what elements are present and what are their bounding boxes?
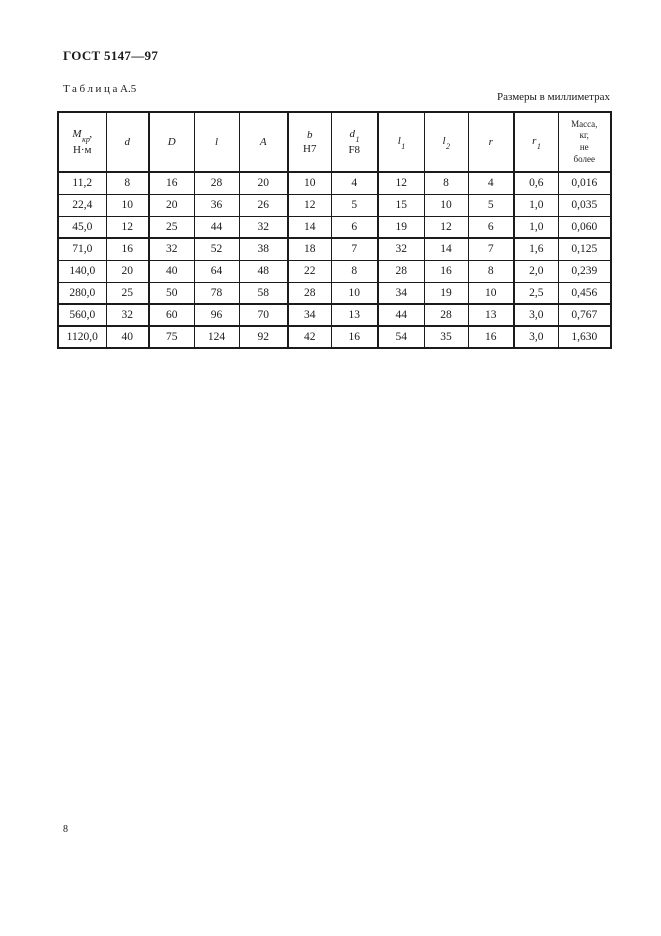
- table-cell: 32: [239, 216, 288, 238]
- table-cell: 52: [194, 238, 239, 260]
- col-header-r1: [514, 112, 558, 172]
- table-cell: 2,0: [514, 260, 558, 282]
- table-cell: 8: [468, 260, 514, 282]
- table-cell: 54: [378, 326, 424, 348]
- col-header-mass: [558, 112, 611, 172]
- table-cell: 10: [331, 282, 378, 304]
- mass-line: кг,: [579, 130, 589, 141]
- table-cell: 32: [149, 238, 194, 260]
- table-cell: 48: [239, 260, 288, 282]
- subscript: 1: [536, 142, 541, 152]
- table-cell: 12: [424, 216, 468, 238]
- table-cell: 280,0: [58, 282, 106, 304]
- table-row: [58, 238, 611, 260]
- table-cell: 19: [378, 216, 424, 238]
- table-cell: 16: [106, 238, 149, 260]
- mass-line: более: [573, 153, 595, 164]
- table-cell: 26: [239, 194, 288, 216]
- table-cell: 124: [194, 326, 239, 348]
- mass-line: не: [579, 142, 589, 152]
- table-cell: 92: [239, 326, 288, 348]
- table-cell: 8: [331, 260, 378, 282]
- subscript: 1: [401, 142, 406, 152]
- table-cell: 0,239: [558, 260, 611, 282]
- table-cell: 25: [149, 216, 194, 238]
- mass-line: Масса,: [571, 118, 598, 129]
- table-cell: 12: [106, 216, 149, 238]
- table-cell: 50: [149, 282, 194, 304]
- table-cell: 42: [288, 326, 331, 348]
- symbol: d: [349, 127, 355, 140]
- table-cell: 1120,0: [58, 326, 106, 348]
- comma: ,: [89, 127, 93, 140]
- table-cell: 10: [288, 172, 331, 194]
- table-row: [58, 304, 611, 326]
- table-cell: 0,456: [558, 282, 611, 304]
- table-cell: 20: [149, 194, 194, 216]
- symbol: D: [167, 136, 176, 148]
- table-cell: 19: [424, 282, 468, 304]
- table-cell: 10: [424, 194, 468, 216]
- table-cell: 13: [468, 304, 514, 326]
- col-header-r: [468, 112, 514, 172]
- table-cell: 5: [468, 194, 514, 216]
- table-cell: 32: [378, 238, 424, 260]
- table-cell: 32: [106, 304, 149, 326]
- table-cell: 15: [378, 194, 424, 216]
- doc-number: ГОСТ 5147—97: [63, 48, 159, 63]
- table-cell: 0,6: [514, 172, 558, 194]
- table-cell: 20: [239, 172, 288, 194]
- symbol: l: [214, 136, 219, 148]
- table-body: [58, 172, 611, 348]
- table-cell: 5: [331, 194, 378, 216]
- table-cell: 10: [468, 282, 514, 304]
- symbol: d: [124, 136, 130, 148]
- col-header-b: [288, 112, 331, 172]
- table-cell: 140,0: [58, 260, 106, 282]
- table-row: [58, 216, 611, 238]
- table-cell: 12: [288, 194, 331, 216]
- table-cell: 1,0: [514, 194, 558, 216]
- table-cell: 0,060: [558, 216, 611, 238]
- table-cell: 1,630: [558, 326, 611, 348]
- tolerance: H7: [303, 143, 317, 155]
- symbol: l: [442, 134, 446, 147]
- col-header-d: [106, 112, 149, 172]
- symbol: r: [532, 134, 537, 147]
- subscript: 1: [355, 135, 360, 145]
- table-cell: 22,4: [58, 194, 106, 216]
- header-row: [58, 112, 611, 172]
- table-cell: 7: [468, 238, 514, 260]
- table-cell: 0,035: [558, 194, 611, 216]
- table-cell: 75: [149, 326, 194, 348]
- table-cell: 96: [194, 304, 239, 326]
- dimensions-table: [57, 111, 612, 349]
- table-cell: 1,6: [514, 238, 558, 260]
- table-cell: 14: [288, 216, 331, 238]
- table-row: [58, 282, 611, 304]
- table-cell: 45,0: [58, 216, 106, 238]
- table-cell: 8: [106, 172, 149, 194]
- table-cell: 0,125: [558, 238, 611, 260]
- table-cell: 7: [331, 238, 378, 260]
- table-cell: 14: [424, 238, 468, 260]
- table-cell: 28: [378, 260, 424, 282]
- col-header-A: [239, 112, 288, 172]
- unit: Н·м: [72, 144, 92, 157]
- table-cell: 11,2: [58, 172, 106, 194]
- table-cell: 3,0: [514, 326, 558, 348]
- dimensions-table-wrapper: [57, 111, 612, 349]
- col-header-mkr: [58, 112, 106, 172]
- table-cell: 34: [378, 282, 424, 304]
- symbol: r: [488, 136, 493, 148]
- table-cell: 16: [331, 326, 378, 348]
- col-header-l2: [424, 112, 468, 172]
- table-cell: 34: [288, 304, 331, 326]
- table-label-number: А.5: [120, 83, 137, 95]
- col-header-l1: [378, 112, 424, 172]
- table-row: [58, 172, 611, 194]
- table-cell: 13: [331, 304, 378, 326]
- table-cell: 20: [106, 260, 149, 282]
- table-row: [58, 260, 611, 282]
- table-cell: 16: [424, 260, 468, 282]
- table-cell: 16: [468, 326, 514, 348]
- table-cell: 4: [468, 172, 514, 194]
- table-cell: 36: [194, 194, 239, 216]
- table-row: [58, 326, 611, 348]
- table-cell: 40: [149, 260, 194, 282]
- table-cell: 64: [194, 260, 239, 282]
- table-label-word: Таблица: [63, 83, 120, 95]
- table-cell: 12: [378, 172, 424, 194]
- tolerance: F8: [348, 144, 361, 157]
- table-cell: 71,0: [58, 238, 106, 260]
- table-cell: 1,0: [514, 216, 558, 238]
- table-cell: 38: [239, 238, 288, 260]
- table-cell: 28: [288, 282, 331, 304]
- table-cell: 2,5: [514, 282, 558, 304]
- page-number: 8: [63, 824, 68, 835]
- table-cell: 10: [106, 194, 149, 216]
- symbol: A: [259, 136, 267, 148]
- col-header-d1: [331, 112, 378, 172]
- table-cell: 22: [288, 260, 331, 282]
- symbol: l: [397, 134, 401, 147]
- units-note: Размеры в миллиметрах: [497, 91, 610, 103]
- table-cell: 6: [331, 216, 378, 238]
- table-cell: 16: [149, 172, 194, 194]
- subscript: 2: [446, 142, 451, 152]
- table-cell: 44: [194, 216, 239, 238]
- table-cell: 4: [331, 172, 378, 194]
- table-header: [58, 112, 611, 172]
- table-cell: 35: [424, 326, 468, 348]
- table-cell: 28: [194, 172, 239, 194]
- symbol: М: [72, 127, 82, 140]
- table-cell: 28: [424, 304, 468, 326]
- table-cell: 560,0: [58, 304, 106, 326]
- table-cell: 18: [288, 238, 331, 260]
- table-cell: 0,767: [558, 304, 611, 326]
- table-cell: 58: [239, 282, 288, 304]
- table-cell: 70: [239, 304, 288, 326]
- table-cell: 40: [106, 326, 149, 348]
- table-cell: 25: [106, 282, 149, 304]
- table-cell: 3,0: [514, 304, 558, 326]
- subscript: кр: [82, 135, 90, 145]
- table-cell: 44: [378, 304, 424, 326]
- table-cell: 60: [149, 304, 194, 326]
- table-row: [58, 194, 611, 216]
- table-cell: 78: [194, 282, 239, 304]
- table-cell: 0,016: [558, 172, 611, 194]
- col-header-D: [149, 112, 194, 172]
- symbol: b: [307, 129, 313, 141]
- col-header-l: [194, 112, 239, 172]
- table-cell: 8: [424, 172, 468, 194]
- table-cell: 6: [468, 216, 514, 238]
